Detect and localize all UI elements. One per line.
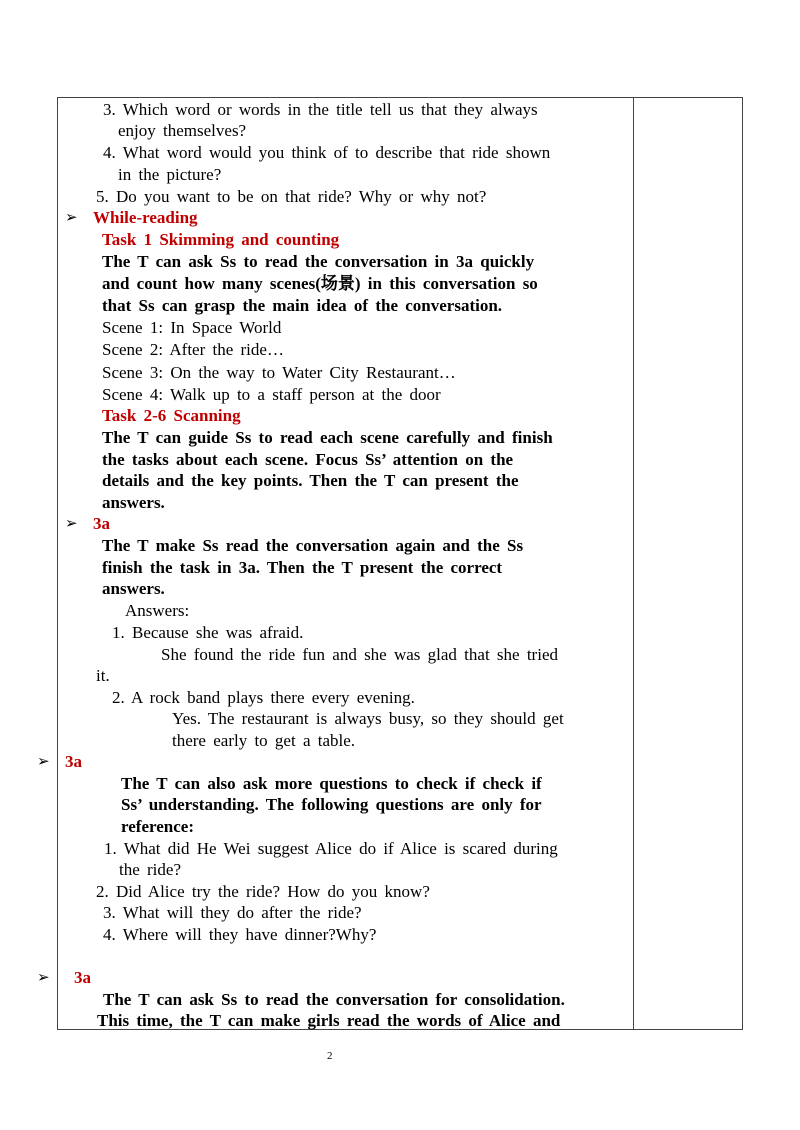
answer-2-followup-line1: Yes. The restaurant is always busy, so they should get xyxy=(172,709,564,728)
answer-1: 1. Because she was afraid. xyxy=(112,623,304,642)
answer-1-followup-end: it. xyxy=(96,666,110,685)
question-4-line1: 4. What word would you think of to describe that ride shown xyxy=(103,143,551,162)
section-3a-desc-line2: finish the task in 3a. Then the T present the correct xyxy=(102,558,503,577)
page-number: 2 xyxy=(327,1050,333,1062)
section-3a-third-heading: 3a xyxy=(74,968,91,987)
scene-4: Scene 4: Walk up to a staff person at the door xyxy=(102,385,441,404)
section-3a-second-desc-line3: reference: xyxy=(121,817,194,836)
task2-desc-line3: details and the key points. Then the T can present the xyxy=(102,471,519,490)
question-5: 5. Do you want to be on that ride? Why or why not? xyxy=(96,187,487,206)
followup-question-2: 2. Did Alice try the ride? How do you know? xyxy=(96,882,430,901)
question-4-line2: in the picture? xyxy=(118,165,222,184)
scene-1: Scene 1: In Space World xyxy=(102,318,282,337)
arrow-bullet-icon: ➢ xyxy=(37,968,50,986)
answer-1-followup: She found the ride fun and she was glad that she tried xyxy=(161,645,558,664)
followup-question-1-line1: 1. What did He Wei suggest Alice do if Alice is scared during xyxy=(104,839,558,858)
arrow-bullet-icon: ➢ xyxy=(65,208,78,226)
section-3a-third-desc-line1: The T can ask Ss to read the conversation for consolidation. xyxy=(103,990,565,1009)
task1-title: Task 1 Skimming and counting xyxy=(102,230,340,249)
answers-label: Answers: xyxy=(125,601,190,620)
arrow-bullet-icon: ➢ xyxy=(65,514,78,532)
section-3a-third-desc-line2: This time, the T can make girls read the words of Alice and xyxy=(97,1011,561,1030)
scene-2: Scene 2: After the ride… xyxy=(102,340,284,359)
task2-title: Task 2-6 Scanning xyxy=(102,406,241,425)
answer-2-followup-line2: there early to get a table. xyxy=(172,731,356,750)
task1-desc-line2: and count how many scenes(场景) in this conversation so xyxy=(102,274,538,293)
arrow-bullet-icon: ➢ xyxy=(37,752,50,770)
table-column-divider xyxy=(633,97,634,1030)
task2-desc-line2: the tasks about each scene. Focus Ss’ attention on the xyxy=(102,450,514,469)
section-3a-heading: 3a xyxy=(93,514,110,533)
answer-2: 2. A rock band plays there every evening. xyxy=(112,688,415,707)
section-3a-second-desc-line2: Ss’ understanding. The following questions are only for xyxy=(121,795,542,814)
section-3a-second-desc-line1: The T can also ask more questions to check if check if xyxy=(121,774,542,793)
task2-desc-line1: The T can guide Ss to read each scene carefully and finish xyxy=(102,428,553,447)
followup-question-1-line2: the ride? xyxy=(119,860,181,879)
task1-desc-line3: that Ss can grasp the main idea of the conversation. xyxy=(102,296,503,315)
followup-question-3: 3. What will they do after the ride? xyxy=(103,903,362,922)
task2-desc-line4: answers. xyxy=(102,493,165,512)
task1-desc-line1: The T can ask Ss to read the conversation in 3a quickly xyxy=(102,252,535,271)
followup-question-4: 4. Where will they have dinner?Why? xyxy=(103,925,377,944)
section-3a-desc-line3: answers. xyxy=(102,579,165,598)
scene-3: Scene 3: On the way to Water City Restaurant… xyxy=(102,363,456,382)
question-3-line1: 3. Which word or words in the title tell us that they always xyxy=(103,100,538,119)
section-3a-second-heading: 3a xyxy=(65,752,82,771)
while-reading-heading: While-reading xyxy=(93,208,198,227)
section-3a-desc-line1: The T make Ss read the conversation again and the Ss xyxy=(102,536,524,555)
question-3-line2: enjoy themselves? xyxy=(118,121,247,140)
